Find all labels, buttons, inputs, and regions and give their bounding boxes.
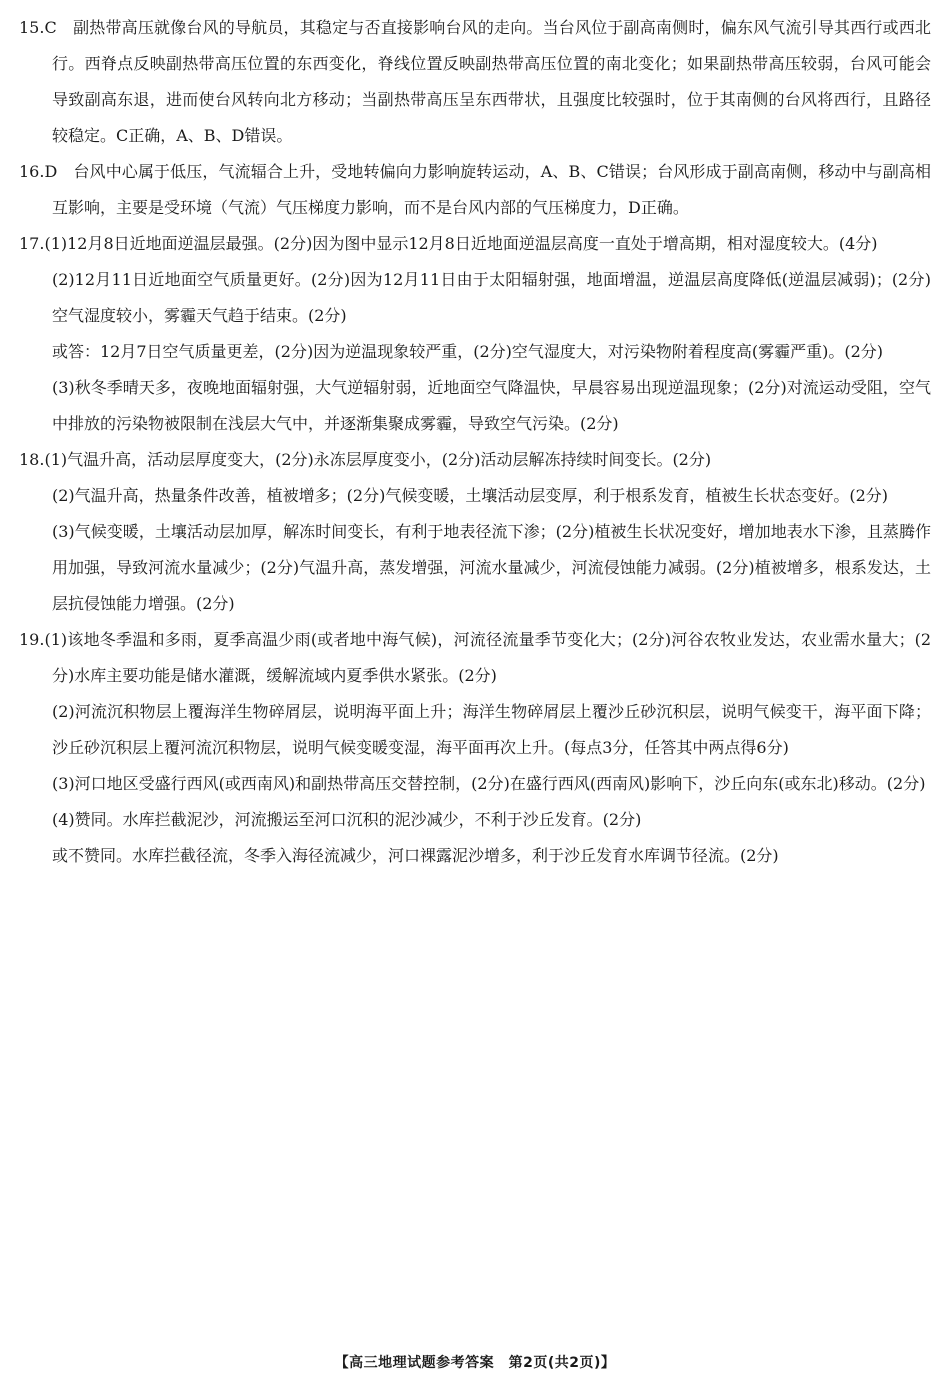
answer-17-part-2: (2)12月11日近地面空气质量更好。(2分)因为12月11日由于太阳辐射强，地面增温，逆温层高度降低(逆温层减弱)；(2分)空气湿度较小，雾霾天气趋于结束。(2分): [52, 270, 931, 325]
answer-19-part-3: (3)河口地区受盛行西风(或西南风)和副热带高压交替控制，(2分)在盛行西风(西南风)影响下，沙丘向东(或东北)移动。(2分): [52, 774, 926, 793]
answer-18-part-2: (2)气温升高，热量条件改善，植被增多；(2分)气候变暖，土壤活动层变厚，利于根系发育，植被生长状态变好。(2分): [52, 486, 888, 505]
answer-17-part-2-alt: 或答：12月7日空气质量更差，(2分)因为逆温现象较严重，(2分)空气湿度大，对污染物附着程度高(雾霾严重)。(2分): [52, 342, 884, 361]
answer-18-part-1: 18.(1)气温升高，活动层厚度变大，(2分)永冻层厚度变小，(2分)活动层解冻持续时间变长。(2分): [19, 450, 712, 469]
answer-content: [19, 10, 931, 874]
answer-19-part-1: 19.(1)该地冬季温和多雨，夏季高温少雨(或者地中海气候)，河流径流量季节变化大；(2分)河谷农牧业发达，农业需水量大；(2分)水库主要功能是储水灌溉，缓解流域内夏季供水紧张。(2分): [19, 630, 931, 685]
answer-17-part-1: 17.(1)12月8日近地面逆温层最强。(2分)因为图中显示12月8日近地面逆温层高度一直处于增高期，相对湿度较大。(4分): [19, 234, 878, 253]
answer-18-part-3: (3)气候变暖，土壤活动层加厚，解冻时间变长，有利于地表径流下渗；(2分)植被生长状况变好，增加地表水下渗，且蒸腾作用加强，导致河流水量减少；(2分)气温升高，蒸发增强，河流水量减少，河流侵蚀能力减弱。(2分)植被增多，根系发达，土层抗侵蚀能力增强。(2分): [52, 522, 931, 613]
answer-19-part-2: (2)河流沉积物层上覆海洋生物碎屑层，说明海平面上升；海洋生物碎屑层上覆沙丘砂沉积层，说明气候变干，海平面下降；沙丘砂沉积层上覆河流沉积物层，说明气候变暖变湿，海平面再次上升。(每点3分，任答其中两点得6分): [52, 702, 931, 757]
answer-19-part-4-alt: 或不赞同。水库拦截径流，冬季入海径流减少，河口裸露泥沙增多，利于沙丘发育水库调节径流。(2分): [52, 846, 779, 865]
page-footer: 【高三地理试题参考答案 第2页(共2页)】: [334, 1355, 616, 1371]
answer-19-part-4: (4)赞同。水库拦截泥沙，河流搬运至河口沉积的泥沙减少，不利于沙丘发育。(2分): [52, 810, 642, 829]
answer-17-part-3: (3)秋冬季晴天多，夜晚地面辐射强，大气逆辐射弱，近地面空气降温快，早晨容易出现逆温现象；(2分)对流运动受阻，空气中排放的污染物被限制在浅层大气中，并逐渐集聚成雾霾，导致空气污染。(2分): [52, 378, 931, 433]
answer-15: 15.C 副热带高压就像台风的导航员，其稳定与否直接影响台风的走向。当台风位于副高南侧时，偏东风气流引导其西行或西北行。西脊点反映副热带高压位置的东西变化，脊线位置反映副热带高压位置的南北变化；如果副热带高压较弱，台风可能会导致副高东退，进而使台风转向北方移动；当副热带高压呈东西带状，且强度比较强时，位于其南侧的台风将西行，且路径较稳定。C正确，A、B、D错误。: [19, 18, 931, 145]
answer-16: 16.D 台风中心属于低压，气流辐合上升，受地转偏向力影响旋转运动，A、B、C错误；台风形成于副高南侧，移动中与副高相互影响，主要是受环境（气流）气压梯度力影响，而不是台风内部的气压梯度力，D正确。: [19, 162, 931, 217]
